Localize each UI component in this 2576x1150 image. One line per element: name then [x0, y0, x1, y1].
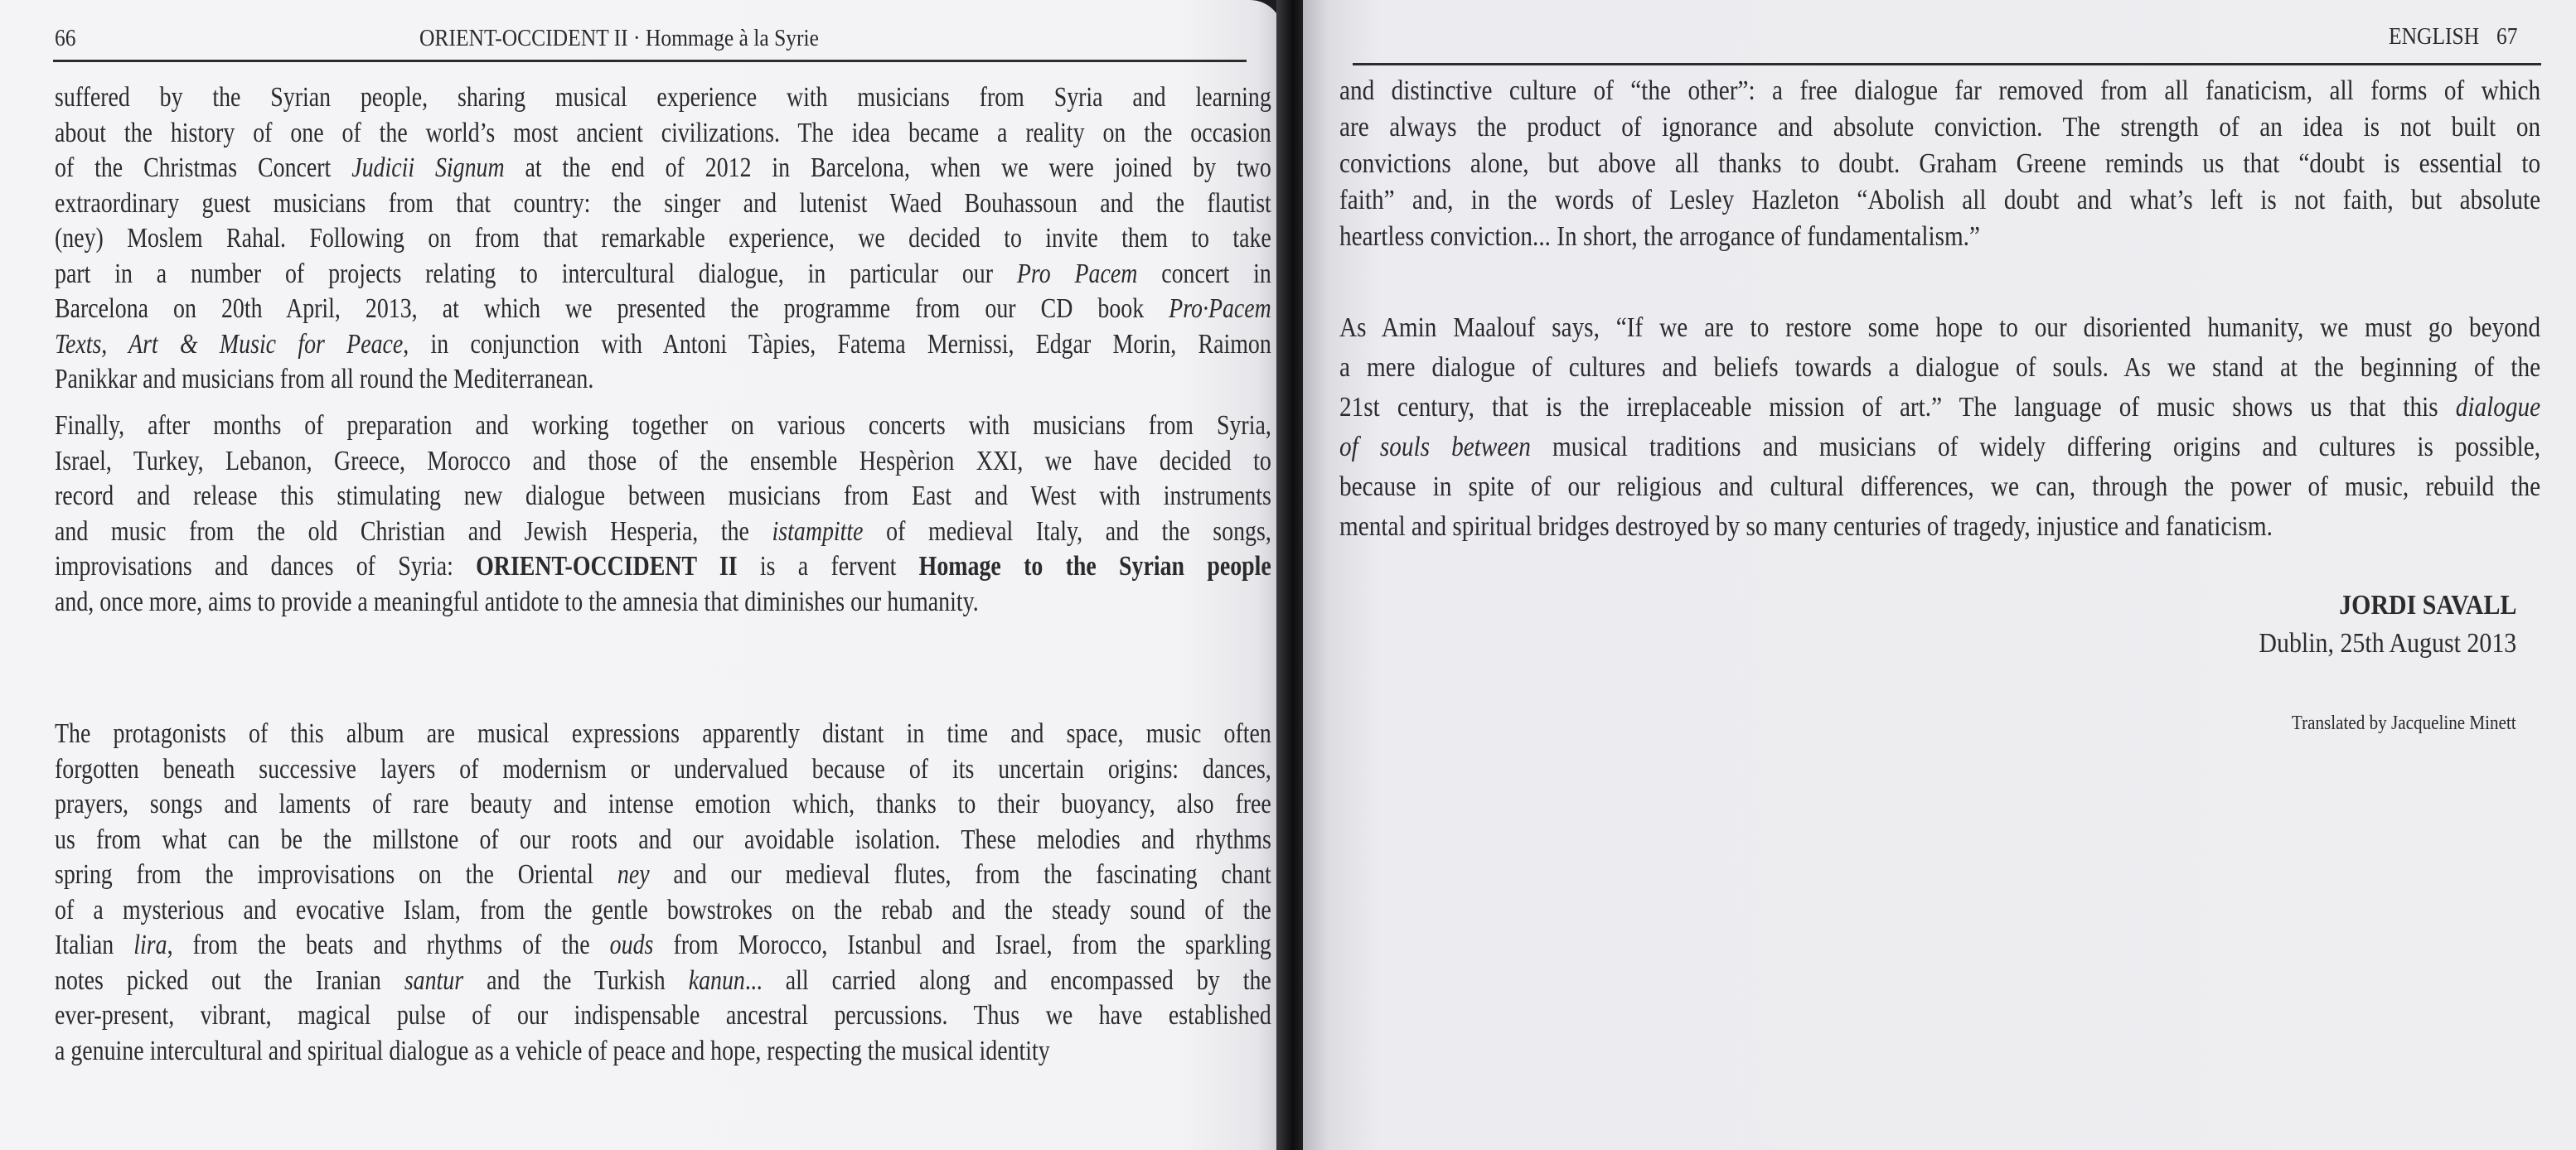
text-run: because in spite of our religious and cultural differences, we can, through the power of music, rebuild the — [1339, 471, 2541, 502]
text-line — [1339, 109, 2540, 146]
italic-text: dialogue — [2455, 392, 2541, 423]
text-run: musical traditions and musicians of widely differing origins and cultures is possible, — [1530, 432, 2541, 462]
text-run: about the history of one of the world’s most ancient civilizations. The idea became a reality on the occasion — [55, 117, 1271, 148]
text-line — [55, 80, 1271, 116]
text-run: notes picked out the Iranian — [55, 964, 404, 996]
paragraph — [1339, 73, 2576, 255]
header-rule — [1353, 63, 2541, 65]
text-line — [1339, 308, 2540, 348]
text-run: at the end of 2012 in Barcelona, when we were joined by two — [504, 152, 1271, 183]
text-line — [1339, 467, 2540, 507]
text-run: Panikkar and musicians from all round the Mediterranean. — [55, 364, 594, 394]
text-line — [55, 585, 1271, 621]
text-line — [55, 964, 1271, 999]
italic-text: santur — [404, 964, 464, 996]
italic-text: istampitte — [772, 515, 864, 547]
text-line — [1339, 507, 2540, 547]
italic-text: ouds — [609, 930, 654, 960]
text-line — [1339, 428, 2540, 467]
italic-text: lira — [133, 930, 167, 960]
text-line — [55, 787, 1271, 823]
page-number: 66 — [55, 25, 76, 51]
text-run: convictions alone, but above all thanks to doubt. Graham Greene reminds us that “doubt is essential to — [1339, 148, 2541, 179]
text-run: Barcelona on 20th April, 2013, at which we presented the programme from our CD book — [55, 293, 1169, 324]
text-run: a mere dialogue of cultures and beliefs towards a dialogue of souls. As we stand at the beginning of the — [1339, 352, 2541, 383]
text-line — [55, 292, 1271, 327]
text-line — [55, 479, 1271, 515]
text-line — [55, 858, 1271, 893]
italic-text: of souls between — [1339, 432, 1531, 462]
bold-text: Homage to the Syrian people — [918, 551, 1271, 582]
left-page — [0, 0, 1283, 1150]
text-line — [55, 549, 1271, 585]
text-run: Italian — [55, 930, 134, 960]
text-run: us from what can be the millstone of our roots and our avoidable isolation. These melodies and rhythms — [55, 824, 1271, 855]
text-run: and distinctive culture of “the other”: a free dialogue far removed from all fanaticism, all forms of which — [1339, 75, 2541, 106]
text-run: spring from the improvisations on the Oriental — [55, 859, 617, 890]
text-run: is a fervent — [737, 551, 919, 582]
italic-text: ney — [617, 859, 650, 890]
text-run: and the Turkish — [463, 964, 689, 996]
page-number: 67 — [2496, 23, 2518, 50]
text-run: , from the beats and rhythms of the — [167, 930, 610, 960]
text-line — [1339, 219, 2540, 255]
text-line — [1339, 146, 2540, 182]
text-run: faith” and, in the words of Lesley Hazleton “Abolish all doubt and what’s left is not faith, but absolute — [1339, 185, 2541, 215]
text-run: Israel, Turkey, Lebanon, Greece, Morocco and those of the ensemble Hespèrion XXI, we have decided to — [55, 445, 1271, 476]
text-line — [55, 151, 1271, 186]
italic-text: Pro·Pacem — [1169, 293, 1271, 324]
text-run: , in conjunction with Antoni Tàpies, Fatema Mernissi, Edgar Morin, Raimon — [403, 328, 1271, 360]
text-run: forgotten beneath successive layers of modernism or undervalued because of its uncertain origins: dances, — [55, 753, 1271, 785]
text-line — [1339, 73, 2540, 109]
text-run: As Amin Maalouf says, “If we are to restore some hope to our disoriented humanity, we must go beyond — [1339, 312, 2541, 343]
author-signature: JORDI SAVALL — [2338, 590, 2516, 621]
bold-text: ORIENT-OCCIDENT II — [476, 551, 738, 582]
text-run: heartless conviction... In short, the arrogance of fundamentalism.” — [1339, 221, 1980, 252]
text-run: Finally, after months of preparation and working together on various concerts with musicians from Syria, — [55, 410, 1271, 441]
text-line — [55, 362, 1271, 398]
text-run: improvisations and dances of Syria: — [55, 551, 477, 582]
right-page — [1303, 0, 2576, 1150]
place-date: Dublin, 25th August 2013 — [2259, 628, 2516, 659]
text-run: and our medieval flutes, from the fascinating chant — [649, 859, 1271, 890]
text-run: and music from the old Christian and Jewish Hesperia, the — [55, 515, 772, 547]
text-line — [55, 998, 1271, 1034]
text-line — [55, 752, 1271, 788]
text-line — [55, 928, 1271, 964]
text-run: of the Christmas Concert — [55, 152, 352, 183]
running-title: ORIENT-OCCIDENT II · Hommage à la Syrie — [419, 25, 819, 51]
text-run: 21st century, that is the irreplaceable mission of art.” The language of music shows us that this — [1339, 392, 2456, 423]
italic-text: Judicii Signum — [351, 152, 505, 183]
text-line — [55, 327, 1271, 363]
text-line — [55, 408, 1271, 444]
italic-text: Pro Pacem — [1016, 258, 1138, 289]
text-line — [55, 717, 1271, 752]
translator-credit: Translated by Jacqueline Minett — [2292, 713, 2516, 734]
text-run: part in a number of projects relating to intercultural dialogue, in particular our — [55, 258, 1017, 289]
italic-text: Texts, Art & Music for Peace — [55, 328, 404, 360]
text-run: concert in — [1137, 258, 1271, 289]
text-run: extraordinary guest musicians from that country: the singer and lutenist Waed Bouhassoun and the flautist — [55, 187, 1271, 219]
text-line — [55, 257, 1271, 292]
text-line — [55, 444, 1271, 480]
header-rule — [53, 60, 1247, 62]
text-line — [55, 221, 1271, 257]
text-line — [1339, 182, 2540, 219]
text-run: (ney) Moslem Rahal. Following on from that remarkable experience, we decided to invite them to take — [55, 223, 1271, 254]
text-run: mental and spiritual bridges destroyed by so many centuries of tragedy, injustice and fanaticism. — [1339, 511, 2273, 542]
text-line — [55, 186, 1271, 222]
text-line — [55, 515, 1271, 550]
text-run: and, once more, aims to provide a meaningful antidote to the amnesia that diminishes our humanity. — [55, 586, 979, 617]
text-run: record and release this stimulating new dialogue between musicians from East and West with instruments — [55, 481, 1271, 511]
text-run: from Morocco, Istanbul and Israel, from the sparkling — [653, 930, 1271, 960]
text-run: ever-present, vibrant, magical pulse of our indispensable ancestral percussions. Thus we have established — [55, 1000, 1271, 1031]
text-line — [1339, 388, 2540, 428]
text-run: prayers, songs and laments of rare beauty and intense emotion which, thanks to their buoyancy, also free — [55, 789, 1271, 819]
text-run: of a mysterious and evocative Islam, from the gentle bowstrokes on the rebab and the steady sound of the — [55, 894, 1271, 925]
text-line — [55, 1034, 1271, 1070]
section-label: ENGLISH — [2389, 23, 2480, 50]
italic-text: kanun — [688, 964, 745, 996]
text-run: suffered by the Syrian people, sharing musical experience with musicians from Syria and learning — [55, 82, 1271, 113]
text-run: of medieval Italy, and the songs, — [863, 515, 1271, 547]
text-line — [55, 116, 1271, 152]
paragraph — [1339, 308, 2576, 547]
text-line — [55, 893, 1271, 929]
text-run: are always the product of ignorance and absolute conviction. The strength of an idea is not built on — [1339, 112, 2541, 143]
text-line — [1339, 348, 2540, 388]
text-line — [55, 823, 1271, 858]
text-run: a genuine intercultural and spiritual dialogue as a vehicle of peace and hope, respecting the musical identity — [55, 1035, 1050, 1066]
text-run: The protagonists of this album are musical expressions apparently distant in time and space, music often — [55, 718, 1271, 749]
text-run: ... all carried along and encompassed by the — [744, 964, 1271, 996]
